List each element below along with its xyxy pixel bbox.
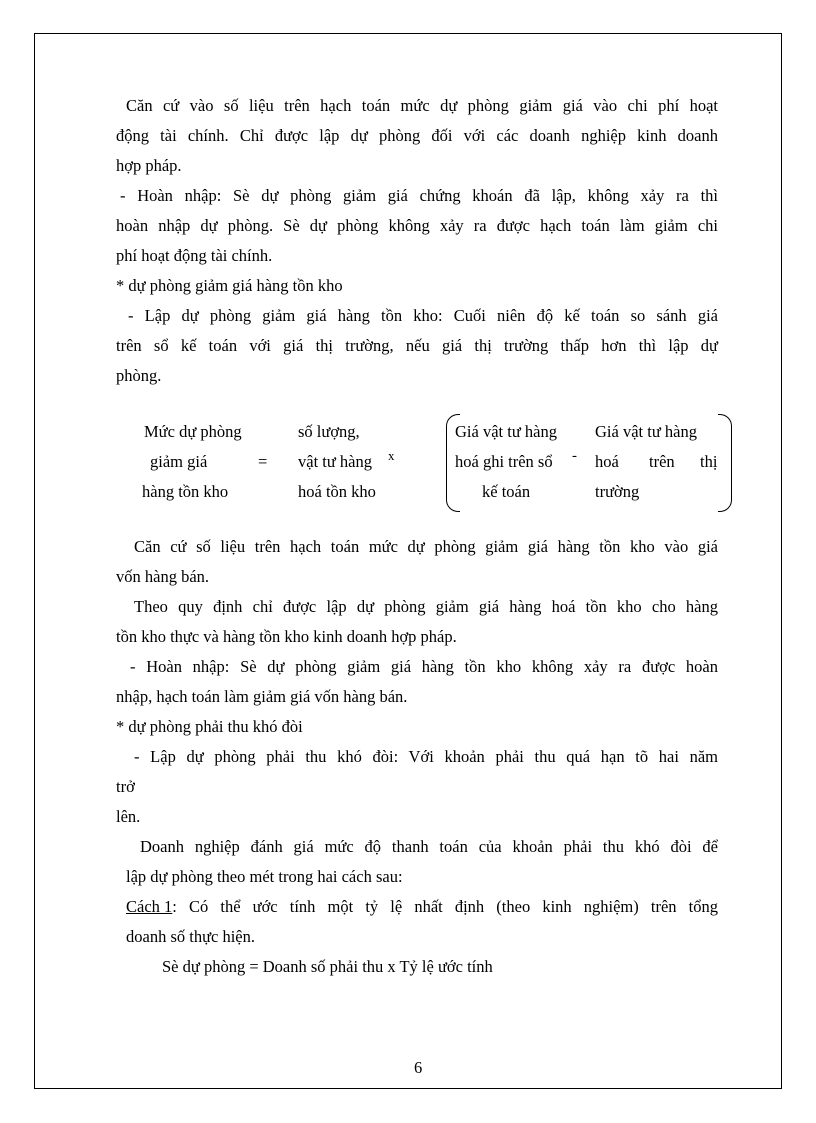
text-line: - Lập dự phòng phải thu khó đòi: Với khoản phải thu quá hạn tõ hai năm bbox=[134, 747, 718, 766]
text-line: hoàn nhập dự phòng. Sè dự phòng không xảy ra được hạch toán làm giảm chi bbox=[116, 216, 718, 235]
text-line: doanh số thực hiện. bbox=[126, 927, 256, 946]
text-line: nhập, hạch toán làm giảm giá vốn hàng bán. bbox=[116, 687, 408, 706]
book-price-line: Giá vật tư hàng bbox=[455, 422, 557, 441]
page-number: 6 bbox=[414, 1058, 423, 1077]
equals-sign: = bbox=[258, 452, 268, 471]
method-text: : Có thể ước tính một tỷ lệ nhất định (theo kinh nghiệm) trên tổng bbox=[172, 897, 718, 916]
text-line: vốn hàng bán. bbox=[116, 567, 210, 586]
market-price-line: trường bbox=[595, 482, 640, 501]
right-bracket bbox=[718, 414, 732, 512]
market-price-word: trên bbox=[649, 452, 675, 471]
text-line: Căn cứ số liệu trên hạch toán mức dự phòng giảm giá hàng tồn kho vào giá bbox=[134, 537, 718, 556]
formula-qty-line: vật tư hàng bbox=[298, 452, 373, 471]
formula-qty-line: hoá tồn kho bbox=[298, 482, 376, 501]
text-line: lên. bbox=[116, 807, 141, 826]
text-line: tồn kho thực và hàng tồn kho kinh doanh hợp pháp. bbox=[116, 627, 457, 646]
text-line: trên sổ kế toán với giá thị trường, nếu giá thị trường thấp hơn thì lập dự bbox=[116, 336, 718, 355]
section-heading: * dự phòng phải thu khó đòi bbox=[116, 717, 303, 736]
section-heading: * dự phòng giảm giá hàng tồn kho bbox=[116, 276, 343, 295]
text-line: động tài chính. Chỉ được lập dự phòng đối với các doanh nghiệp kinh doanh bbox=[116, 126, 718, 145]
text-line: - Hoàn nhập: Sè dự phòng giảm giá chứng khoán đã lập, không xảy ra thì bbox=[120, 186, 718, 205]
market-price-word: hoá bbox=[595, 452, 619, 471]
text-line: - Hoàn nhập: Sè dự phòng giảm giá hàng tồn kho không xảy ra được hoàn bbox=[130, 657, 718, 676]
text-line: Căn cứ vào số liệu trên hạch toán mức dự phòng giảm giá vào chi phí hoạt bbox=[126, 96, 718, 115]
text-line: hợp pháp. bbox=[116, 156, 182, 175]
formula-qty-line: số lượng, bbox=[298, 422, 360, 441]
book-price-line: kế toán bbox=[482, 482, 531, 501]
text-line: Doanh nghiệp đánh giá mức độ thanh toán của khoản phải thu khó đòi để bbox=[140, 837, 718, 856]
formula-lhs-line: hàng tồn kho bbox=[142, 482, 229, 501]
text-line: phí hoạt động tài chính. bbox=[116, 246, 273, 265]
method-line bbox=[126, 897, 718, 917]
text-line: trở bbox=[116, 777, 135, 796]
provision-formula: Sè dự phòng = Doanh số phải thu x Tỷ lệ ước tính bbox=[162, 957, 493, 976]
formula-lhs-line: Mức dự phòng bbox=[144, 422, 242, 441]
market-price-line: Giá vật tư hàng bbox=[595, 422, 697, 441]
formula-lhs-line: giảm giá bbox=[150, 452, 208, 471]
minus-sign: - bbox=[572, 448, 577, 464]
text-line: lập dự phòng theo mét trong hai cách sau: bbox=[126, 867, 403, 886]
book-price-line: hoá ghi trên sổ bbox=[455, 452, 553, 471]
market-price-word: thị bbox=[700, 452, 718, 471]
text-line: Theo quy định chỉ được lập dự phòng giảm giá hàng hoá tồn kho cho hàng bbox=[134, 597, 718, 616]
text-line: phòng. bbox=[116, 366, 162, 385]
method-label: Cách 1 bbox=[126, 897, 173, 916]
text-line: - Lập dự phòng giảm giá hàng tồn kho: Cuối niên độ kế toán so sánh giá bbox=[128, 306, 718, 325]
multiply-sign: x bbox=[388, 448, 395, 463]
